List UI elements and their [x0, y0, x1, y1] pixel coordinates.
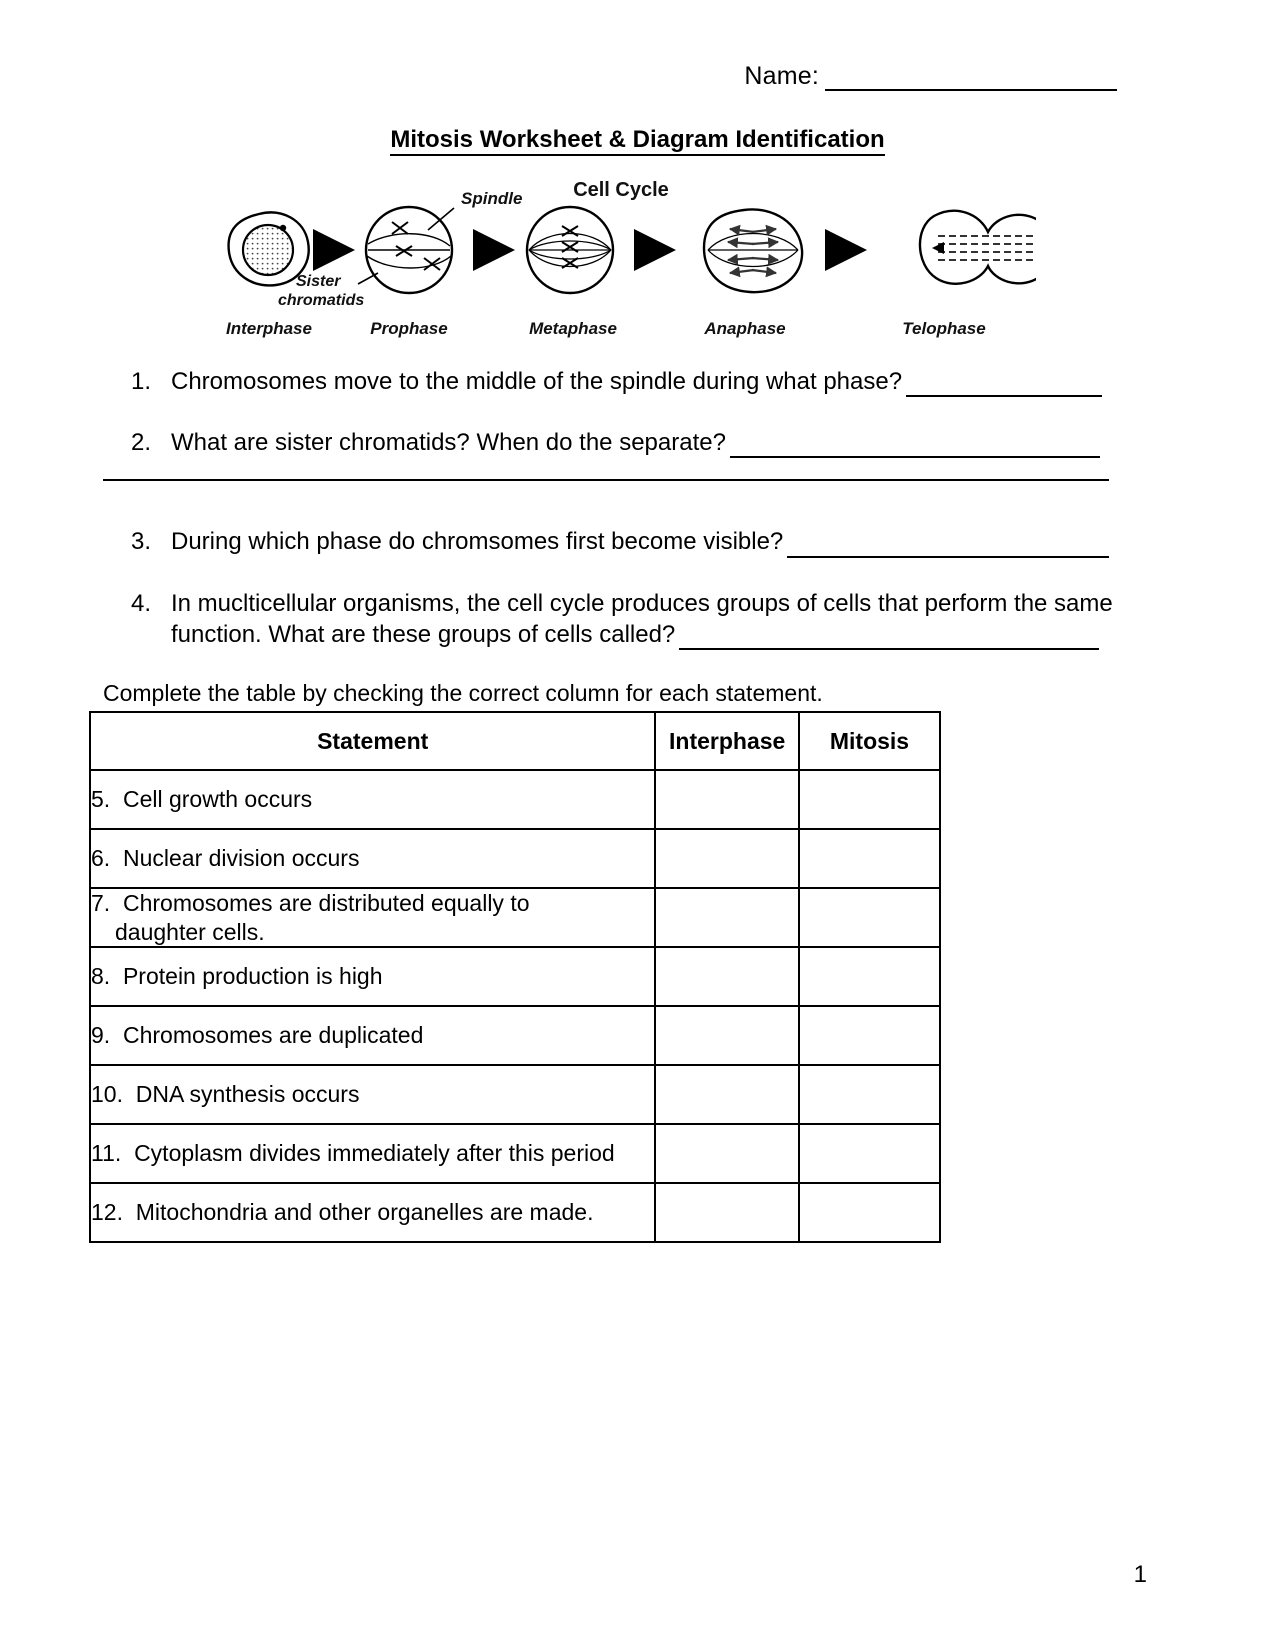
question-3-text: During which phase do chromsomes first become visible?: [171, 528, 784, 556]
phase-label-prophase: Prophase: [370, 319, 448, 338]
question-4-number: 4.: [131, 589, 152, 617]
question-3-answer-blank[interactable]: [787, 536, 1109, 558]
sister-callout-line2: chromatids: [278, 292, 365, 309]
phase-label-anaphase: Anaphase: [704, 319, 786, 338]
interphase-checkbox-cell[interactable]: [655, 947, 799, 1006]
question-4-text: In muclticellular organisms, the cell cycle produces groups of cells that perform the same function. What are these groups of cells called?: [171, 589, 1113, 648]
spindle-callout-text: Spindle: [461, 189, 523, 208]
question-2-answer-blank-line2[interactable]: [103, 479, 1109, 481]
statement-cell: [90, 829, 655, 888]
question-1: [131, 366, 1121, 397]
statement-number: 5.: [91, 786, 111, 813]
question-3-number: 3.: [131, 528, 152, 556]
mitosis-checkbox-cell[interactable]: [799, 947, 940, 1006]
statement-text: DNA synthesis occurs: [135, 1081, 360, 1108]
statement-text-line2: daughter cells.: [115, 918, 265, 945]
interphase-checkbox-cell[interactable]: [655, 1124, 799, 1183]
question-1-answer-blank[interactable]: [906, 375, 1102, 397]
table-row: [90, 888, 940, 947]
interphase-checkbox-cell[interactable]: [655, 770, 799, 829]
statement-cell: [90, 1006, 655, 1065]
interphase-checkbox-cell[interactable]: [655, 1006, 799, 1065]
mitosis-checkbox-cell[interactable]: [799, 1006, 940, 1065]
statement-text: Cell growth occurs: [122, 786, 313, 813]
statement-classification-table: [89, 711, 941, 1243]
table-header-row: [90, 712, 940, 770]
prophase-cell-figure: [358, 207, 454, 293]
table-row: [90, 829, 940, 888]
questions-list: [131, 366, 1121, 680]
statement-number: 9.: [91, 1022, 111, 1049]
statement-cell: [90, 947, 655, 1006]
statement-text: Protein production is high: [122, 963, 383, 990]
statement-text: Nuclear division occurs: [122, 845, 360, 872]
anaphase-cell-figure: [704, 209, 802, 292]
statement-number: 12.: [91, 1199, 123, 1226]
statement-number: 10.: [91, 1081, 123, 1108]
column-header-interphase: Interphase: [655, 712, 799, 770]
statement-number: 6.: [91, 845, 111, 872]
mitosis-checkbox-cell[interactable]: [799, 770, 940, 829]
table-row: [90, 1065, 940, 1124]
page-title-text: Mitosis Worksheet & Diagram Identification: [390, 126, 884, 156]
page-number: 1: [1133, 1561, 1147, 1588]
table-row: [90, 770, 940, 829]
diagram-title-text: Cell Cycle: [573, 179, 669, 201]
question-2-answer-blank[interactable]: [730, 436, 1100, 458]
mitosis-checkbox-cell[interactable]: [799, 888, 940, 947]
column-header-statement: Statement: [90, 712, 655, 770]
telophase-cell-figure: [920, 211, 1036, 284]
interphase-checkbox-cell[interactable]: [655, 1183, 799, 1242]
name-field-row: [744, 62, 1117, 91]
interphase-checkbox-cell[interactable]: [655, 1065, 799, 1124]
mitosis-checkbox-cell[interactable]: [799, 1183, 940, 1242]
sister-callout-line1: Sister: [296, 273, 341, 290]
statement-number: 11.: [91, 1140, 122, 1167]
statement-text: Chromosomes are distributed equally to: [122, 890, 530, 917]
name-blank-line[interactable]: [825, 67, 1117, 91]
statement-cell: [90, 1065, 655, 1124]
statement-number: 7.: [91, 890, 111, 917]
interphase-checkbox-cell[interactable]: [655, 888, 799, 947]
metaphase-cell-figure: [527, 207, 613, 293]
statement-cell: [90, 1124, 655, 1183]
statement-cell: [90, 1183, 655, 1242]
statement-cell: [90, 888, 655, 947]
question-4-answer-blank[interactable]: [679, 628, 1099, 650]
phase-label-telophase: Telophase: [902, 319, 986, 338]
name-label: Name:: [744, 62, 819, 90]
page-title: [0, 126, 1275, 154]
table-row: [90, 1006, 940, 1065]
column-header-mitosis: Mitosis: [799, 712, 940, 770]
question-2-text: What are sister chromatids? When do the separate?: [171, 429, 726, 457]
question-1-text: Chromosomes move to the middle of the spindle during what phase?: [171, 368, 903, 395]
mitosis-checkbox-cell[interactable]: [799, 829, 940, 888]
statement-text: Chromosomes are duplicated: [122, 1022, 424, 1049]
question-4: [131, 588, 1121, 650]
interphase-checkbox-cell[interactable]: [655, 829, 799, 888]
mitosis-checkbox-cell[interactable]: [799, 1065, 940, 1124]
statement-number: 8.: [91, 963, 111, 990]
phase-label-interphase: Interphase: [226, 319, 312, 338]
mitosis-checkbox-cell[interactable]: [799, 1124, 940, 1183]
table-row: [90, 1124, 940, 1183]
question-2-number: 2.: [131, 429, 152, 457]
question-2: [131, 427, 1121, 458]
question-3: [131, 526, 1121, 557]
statement-text: Cytoplasm divides immediately after this period: [134, 1140, 615, 1167]
cell-cycle-diagram: [196, 172, 1036, 347]
phase-label-metaphase: Metaphase: [529, 319, 617, 338]
table-instruction: Complete the table by checking the correct column for each statement.: [103, 680, 823, 706]
statement-text: Mitochondria and other organelles are made.: [135, 1199, 594, 1226]
table-row: [90, 1183, 940, 1242]
statement-cell: [90, 770, 655, 829]
table-row: [90, 947, 940, 1006]
question-1-number: 1.: [131, 368, 152, 395]
